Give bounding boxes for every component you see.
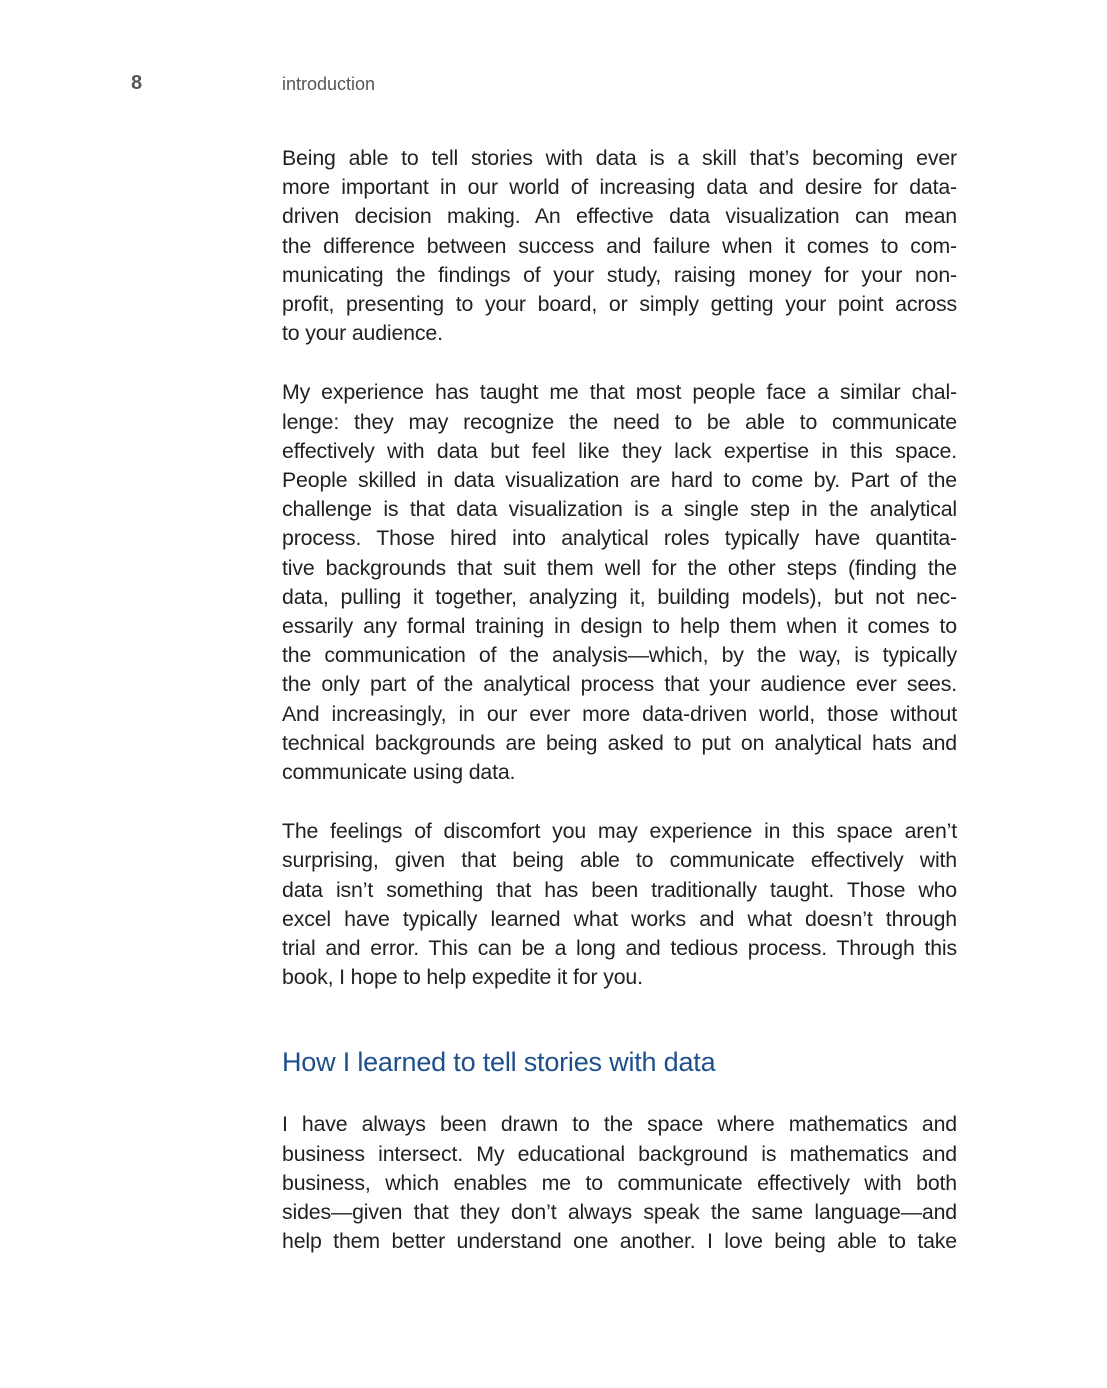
text-line: book, I hope to help expedite it for you. (282, 965, 643, 990)
text-line: communicate using data. (282, 760, 516, 785)
text-line: I have always been drawn to the space where mathematics and (282, 1112, 957, 1137)
body-content (282, 144, 957, 1287)
text-line: surprising, given that being able to communicate effectively with (282, 848, 957, 873)
text-line: lenge: they may recognize the need to be able to communicate (282, 409, 957, 434)
paragraph-4 (282, 1110, 957, 1256)
text-line: more important in our world of increasing data and desire for data- (282, 175, 957, 200)
text-line: the communication of the analysis—which, by the way, is typically (282, 643, 957, 668)
text-line: My experience has taught me that most people face a similar chal- (282, 380, 957, 405)
text-line: data, pulling it together, analyzing it, building models), but not nec- (282, 584, 957, 609)
paragraph-2 (282, 378, 957, 787)
text-line: And increasingly, in our ever more data-driven world, those without (282, 701, 957, 726)
text-line: Being able to tell stories with data is a skill that’s becoming ever (282, 146, 957, 170)
text-line: the difference between success and failure when it comes to com- (282, 233, 957, 258)
text-line: process. Those hired into analytical roles typically have quantita- (282, 526, 957, 551)
text-line: driven decision making. An effective data visualization can mean (282, 204, 957, 229)
text-line: to your audience. (282, 321, 443, 346)
paragraph-3 (282, 817, 957, 992)
text-line: excel have typically learned what works and what doesn’t through (282, 906, 957, 931)
text-line: People skilled in data visualization are hard to come by. Part of the (282, 468, 957, 493)
section-heading: How I learned to tell stories with data (282, 1047, 716, 1078)
text-line: effectively with data but feel like they lack expertise in this space. (282, 438, 957, 463)
text-line: data isn’t something that has been traditionally taught. Those who (282, 877, 957, 902)
paragraph-1 (282, 144, 957, 348)
running-head: introduction (282, 74, 376, 94)
text-line: sides—given that they don’t always speak the same language—and (282, 1200, 957, 1225)
text-line: help them better understand one another. I love being able to take (282, 1229, 957, 1254)
page-number: 8 (131, 72, 143, 94)
text-line: municating the findings of your study, raising money for your non- (282, 262, 957, 287)
text-line: The feelings of discomfort you may experience in this space aren’t (282, 819, 957, 844)
text-line: the only part of the analytical process that your audience ever sees. (282, 672, 957, 697)
text-line: challenge is that data visualization is a single step in the analytical (282, 497, 957, 522)
text-line: trial and error. This can be a long and tedious process. Through this (282, 936, 957, 961)
text-line: business, which enables me to communicate effectively with both (282, 1170, 957, 1195)
text-line: technical backgrounds are being asked to put on analytical hats and (282, 730, 957, 755)
text-line: essarily any formal training in design to help them when it comes to (282, 614, 957, 639)
text-line: business intersect. My educational background is mathematics and (282, 1141, 957, 1166)
text-line: tive backgrounds that suit them well for the other steps (finding the (282, 555, 957, 580)
text-line: profit, presenting to your board, or simply getting your point across (282, 292, 957, 317)
